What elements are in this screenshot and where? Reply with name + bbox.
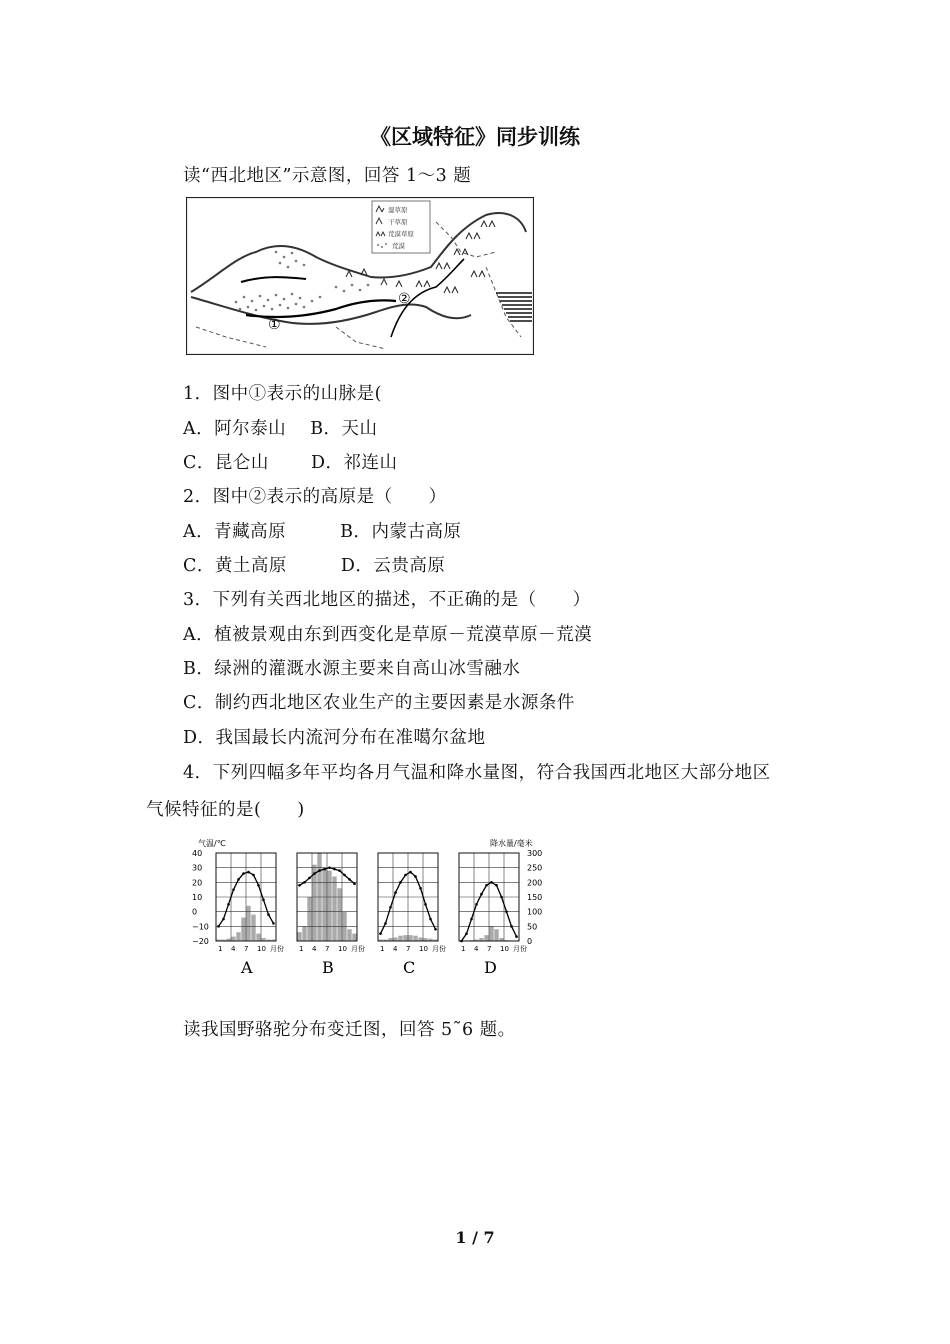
month-tick-label: 4 <box>231 945 236 953</box>
precip-bar <box>337 888 341 941</box>
precip-bar <box>256 934 260 941</box>
temp-point <box>379 932 382 935</box>
precip-bar <box>393 937 397 941</box>
temp-point <box>419 887 422 890</box>
precip-tick-label: 200 <box>527 878 543 888</box>
temp-point <box>308 877 311 880</box>
precip-tick-label: 50 <box>527 922 538 932</box>
temp-point <box>318 869 321 872</box>
temp-point <box>217 925 220 928</box>
temp-tick-label: 40 <box>192 849 203 858</box>
temp-point <box>460 940 463 943</box>
temp-point <box>298 884 301 887</box>
temp-point <box>515 935 518 938</box>
temp-point <box>465 932 468 935</box>
precip-bar <box>494 929 498 941</box>
precip-bar <box>302 926 306 941</box>
month-tick-label: 10 <box>500 945 509 953</box>
precip-bar <box>413 936 417 941</box>
temp-point <box>429 918 432 921</box>
marker-1: ① <box>268 317 281 333</box>
precip-bar <box>352 934 356 941</box>
q1-options-cd: C．昆仑山 D．祁连山 <box>183 453 398 473</box>
month-tick-label: 4 <box>312 945 317 953</box>
climate-charts <box>190 835 550 985</box>
month-tick-label: 7 <box>487 945 492 953</box>
month-tick-label: 月份 <box>351 945 365 953</box>
temp-point <box>414 875 417 878</box>
precip-tick-label: 0 <box>527 937 533 946</box>
temp-point <box>227 903 230 906</box>
temp-point <box>510 925 513 928</box>
temp-point <box>404 874 407 877</box>
temp-point <box>232 888 235 891</box>
month-tick-label: 月份 <box>270 945 284 953</box>
legend-wet-grassland: 湿草原 <box>388 206 408 214</box>
legend-desert: 荒漠 <box>392 242 405 250</box>
temp-tick-label: 20 <box>192 878 203 888</box>
temp-point <box>470 918 473 921</box>
q4-stem-line1: 4．下列四幅多年平均各月气温和降水量图，符合我国西北地区大部分地区 <box>183 763 771 783</box>
month-tick-label: 1 <box>218 945 223 953</box>
precip-bar <box>312 865 316 941</box>
temp-point <box>505 910 508 913</box>
q3-stem: 3．下列有关西北地区的描述，不正确的是（ ） <box>183 590 591 610</box>
temp-point <box>272 922 275 925</box>
temp-tick-label: 30 <box>192 863 203 873</box>
month-tick-label: 4 <box>474 945 479 953</box>
temp-axis-label: 气温/℃ <box>198 839 226 848</box>
marker-2: ② <box>398 291 411 307</box>
month-tick-label: 月份 <box>513 945 527 953</box>
panel-label: C <box>403 958 416 977</box>
precip-bar <box>327 871 331 941</box>
precip-bar <box>398 936 402 941</box>
month-tick-label: 月份 <box>432 945 446 953</box>
precip-tick-label: 250 <box>527 863 543 873</box>
precip-bar <box>408 935 412 941</box>
panel-label: D <box>484 958 497 977</box>
q3-option-b: B．绿洲的灌溉水源主要来自高山冰雪融水 <box>183 659 521 679</box>
month-tick-label: 7 <box>325 945 330 953</box>
temp-point <box>480 893 483 896</box>
precip-bar <box>332 876 336 941</box>
q4-stem-line2: 气候特征的是( ) <box>146 800 305 820</box>
month-tick-label: 7 <box>406 945 411 953</box>
temp-point <box>495 884 498 887</box>
q3-option-c: C．制约西北地区农业生产的主要因素是水源条件 <box>183 693 575 713</box>
temp-point <box>262 899 265 902</box>
precip-bar <box>236 932 240 941</box>
temp-point <box>247 871 250 874</box>
temp-point <box>490 881 493 884</box>
temp-point <box>384 922 387 925</box>
temp-point <box>389 906 392 909</box>
precip-bar <box>251 915 255 941</box>
northwest-region-map <box>186 197 534 355</box>
month-tick-label: 10 <box>257 945 266 953</box>
precip-bar <box>246 906 250 941</box>
month-tick-label: 10 <box>338 945 347 953</box>
temp-point <box>242 872 245 875</box>
precip-bar <box>484 935 488 941</box>
precip-axis-label: 降水量/毫米 <box>490 839 533 848</box>
temp-point <box>323 868 326 871</box>
temp-point <box>409 871 412 874</box>
panel-label: B <box>322 958 334 977</box>
precip-bar <box>322 868 326 941</box>
precip-bar <box>403 935 407 941</box>
month-tick-label: 1 <box>299 945 304 953</box>
temp-point <box>348 878 351 881</box>
precip-tick-label: 100 <box>527 907 543 917</box>
temp-point <box>424 903 427 906</box>
q2-stem: 2．图中②表示的高原是（ ） <box>183 487 447 507</box>
month-tick-label: 10 <box>419 945 428 953</box>
legend-desert-grassland: 荒漠草原 <box>388 230 414 238</box>
intro-q5-6: 读我国野骆驼分布变迁图，回答 5˜6 题。 <box>183 1020 516 1040</box>
temp-point <box>303 881 306 884</box>
temp-point <box>343 874 346 877</box>
temp-point <box>252 874 255 877</box>
temp-tick-label: 10 <box>192 893 203 902</box>
temp-point <box>353 883 356 886</box>
panel-label: A <box>241 958 253 977</box>
temp-point <box>475 903 478 906</box>
q3-option-d: D．我国最长内流河分布在准噶尔盆地 <box>183 728 486 748</box>
month-tick-label: 7 <box>244 945 249 953</box>
temp-point <box>434 928 437 931</box>
temp-point <box>328 866 331 869</box>
temp-tick-label: 0 <box>192 907 198 917</box>
temp-point <box>500 896 503 899</box>
temp-point <box>399 881 402 884</box>
precip-tick-label: 150 <box>527 893 543 902</box>
intro-q1-3: 读“西北地区”示意图，回答 1～3 题 <box>183 166 472 186</box>
temp-point <box>485 884 488 887</box>
month-tick-label: 1 <box>461 945 466 953</box>
temp-tick-label: −20 <box>192 937 209 946</box>
precip-bar <box>241 918 245 941</box>
q1-stem: 1．图中①表示的山脉是( <box>183 384 382 404</box>
temp-point <box>338 869 341 872</box>
precip-bar <box>231 937 235 941</box>
q2-options-ab: A．青藏高原 B．内蒙古高原 <box>183 522 462 542</box>
precip-bar <box>418 937 422 941</box>
q3-option-a: A．植被景观由东到西变化是草原－荒漠草原－荒漠 <box>183 625 593 645</box>
precip-bar <box>489 926 493 941</box>
page-number: 1 / 7 <box>455 1228 495 1247</box>
document-title: 《区域特征》同步训练 <box>370 125 580 149</box>
precip-bar <box>297 932 301 941</box>
temp-point <box>222 918 225 921</box>
precip-tick-label: 300 <box>527 849 543 858</box>
month-tick-label: 1 <box>380 945 385 953</box>
legend-dry-grassland: 干草原 <box>388 218 408 226</box>
precip-bar <box>307 897 311 941</box>
temp-point <box>313 872 316 875</box>
temp-point <box>394 891 397 894</box>
temp-point <box>257 884 260 887</box>
precip-bar <box>347 929 351 941</box>
temp-point <box>237 878 240 881</box>
q1-options-ab: A．阿尔泰山 B．天山 <box>183 419 378 439</box>
q2-options-cd: C．黄土高原 D．云贵高原 <box>183 556 446 576</box>
month-tick-label: 4 <box>393 945 398 953</box>
temp-point <box>333 868 336 871</box>
temp-point <box>267 913 270 916</box>
temp-tick-label: −10 <box>192 922 209 932</box>
